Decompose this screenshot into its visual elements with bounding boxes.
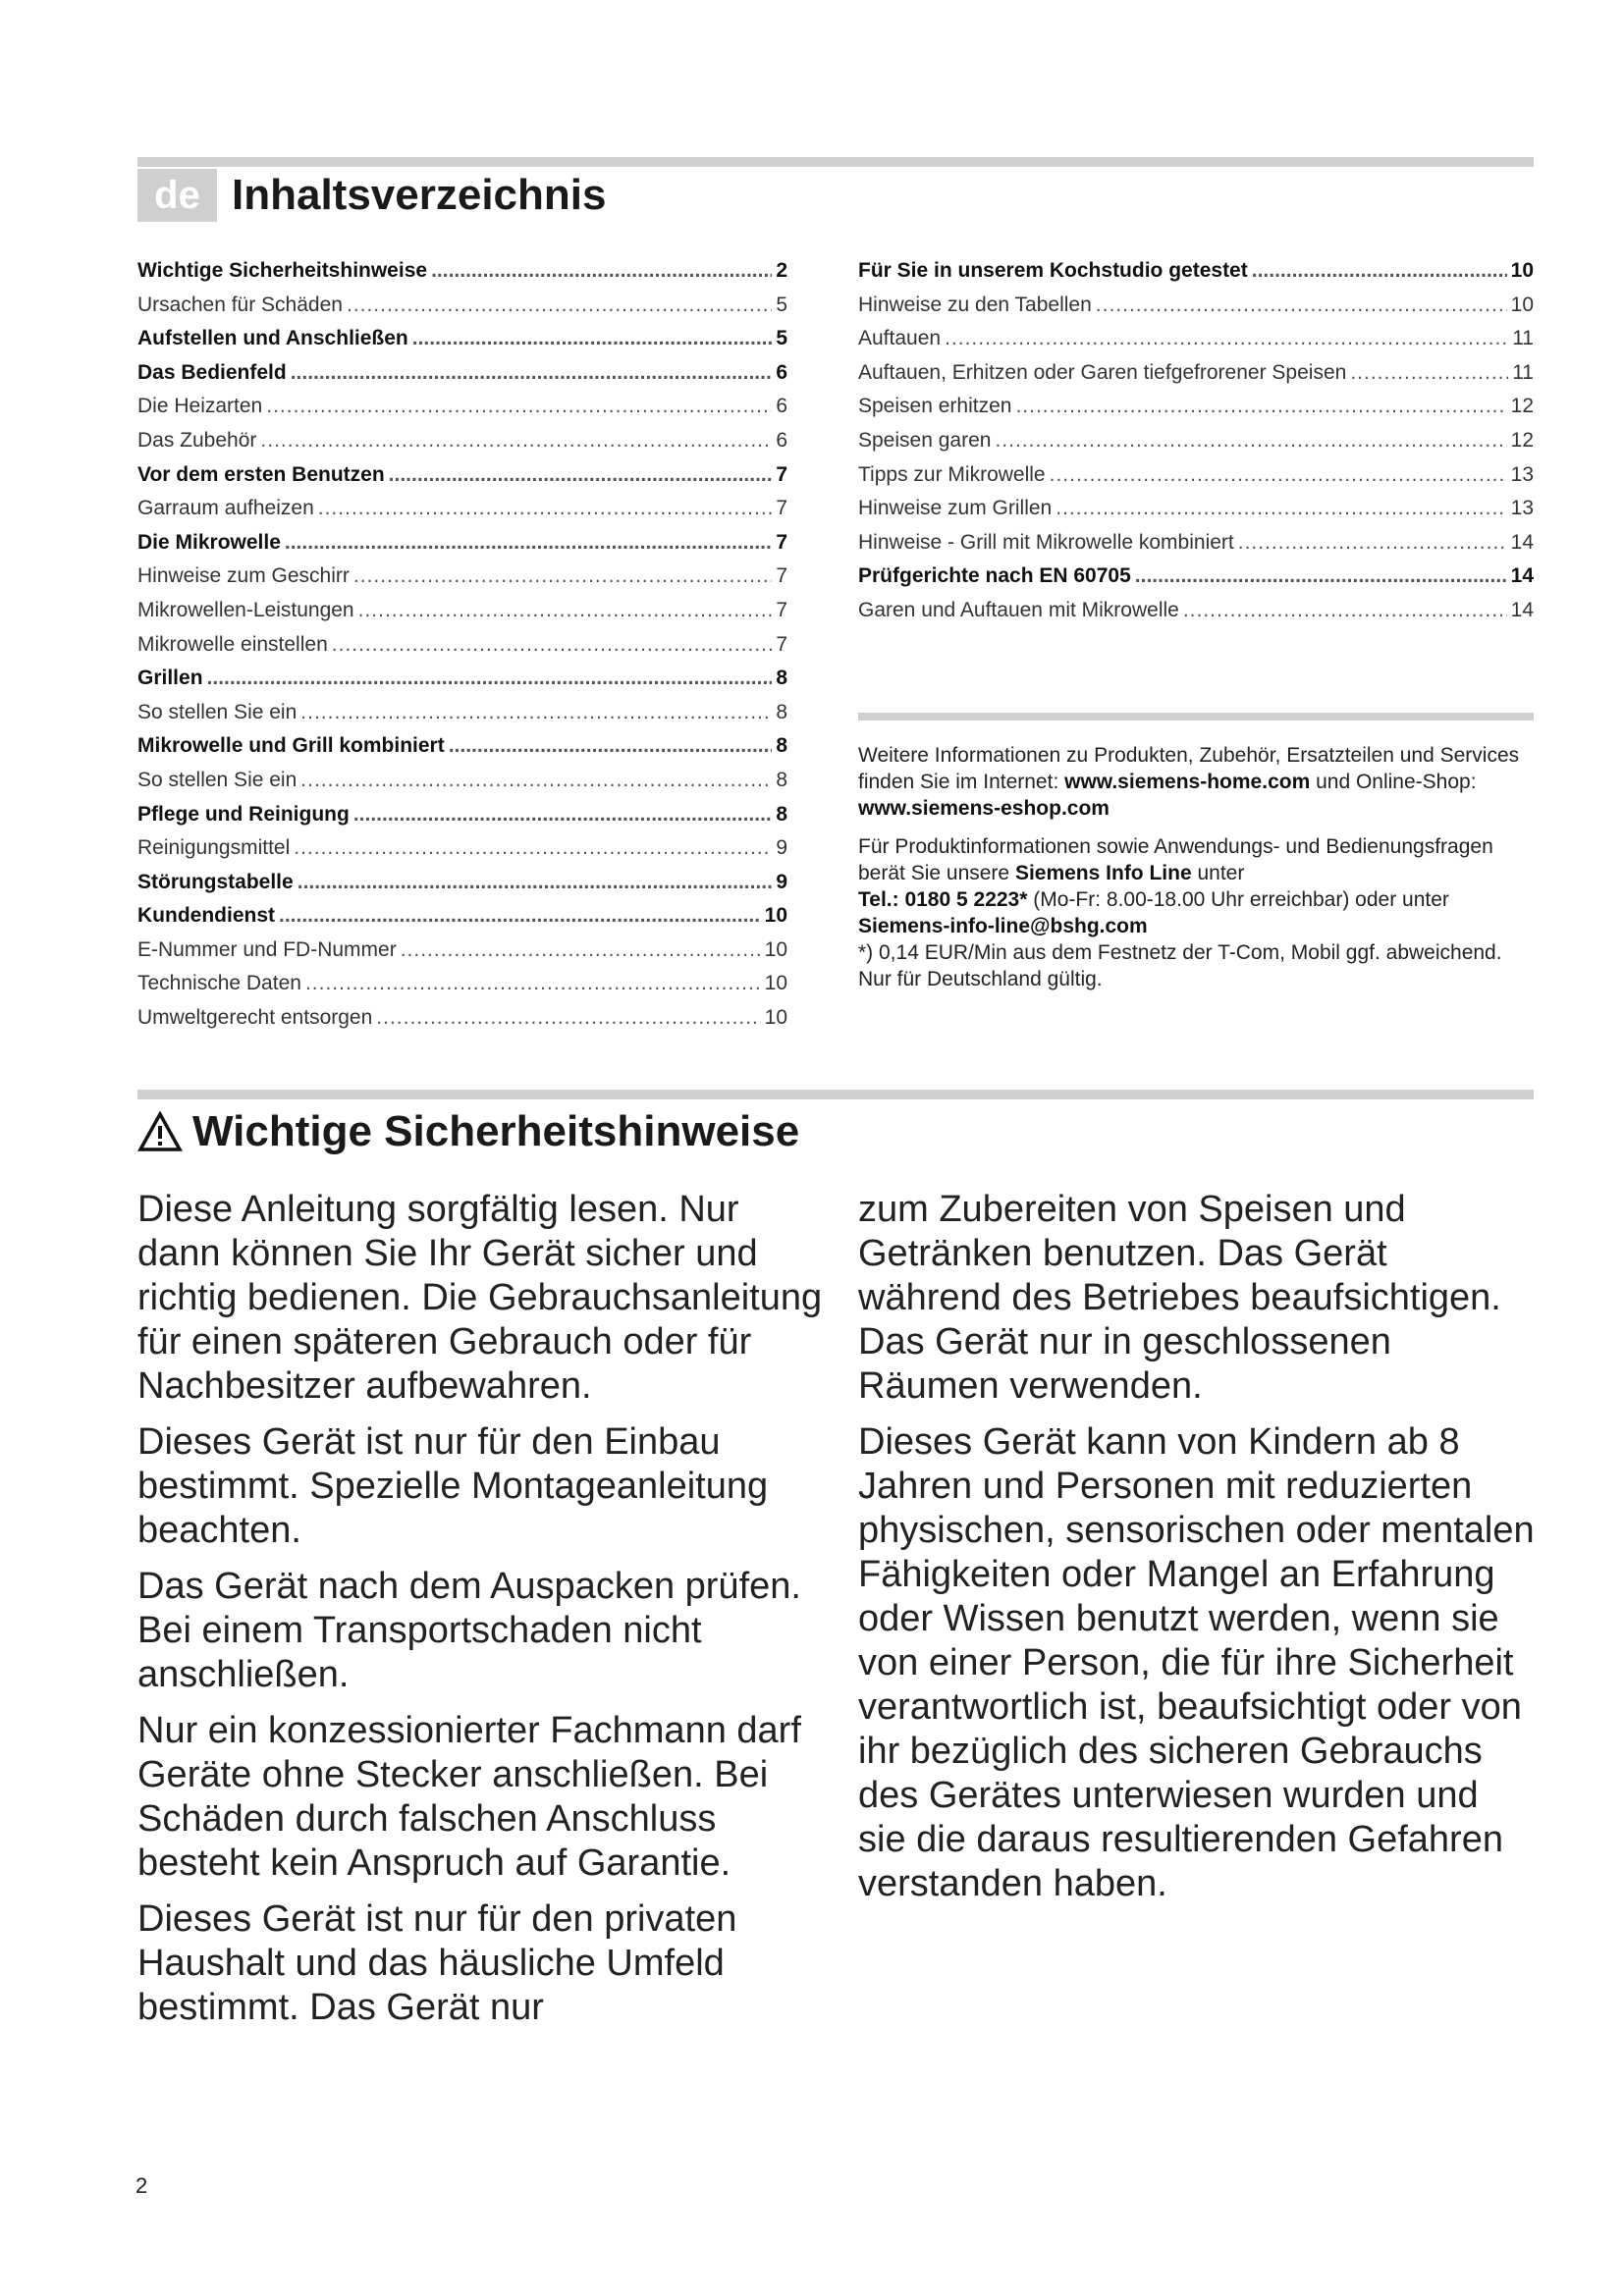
toc-entry[interactable] — [137, 667, 787, 701]
toc-entry[interactable] — [137, 1006, 787, 1041]
website-link[interactable]: www.siemens-home.com — [1064, 771, 1311, 793]
toc-leader-dots — [294, 836, 772, 860]
toc-entry-label: Mikrowelle und Grill kombiniert — [137, 734, 445, 758]
toc-entry-label: Garraum aufheizen — [137, 497, 314, 520]
toc-entry[interactable] — [137, 803, 787, 837]
info-rule — [858, 713, 1534, 721]
toc-leader-dots — [1135, 564, 1507, 588]
safety-paragraph: zum Zubereiten von Speisen und Getränken benutzen. Das Gerät während des Betriebes beaufsichtigen. Das Gerät nur in geschlossenen Räumen verwenden. — [858, 1189, 1501, 1407]
toc-entry-page: 7 — [776, 462, 787, 486]
toc-entry[interactable] — [137, 938, 787, 973]
toc-entry-label: Tipps zur Mikrowelle — [858, 462, 1046, 486]
toc-entry[interactable] — [858, 259, 1534, 294]
toc-leader-dots — [279, 904, 761, 928]
toc-entry-page: 8 — [776, 802, 787, 826]
toc-entry-page: 7 — [776, 564, 787, 588]
toc-entry[interactable] — [137, 429, 787, 463]
toc-leader-dots — [1350, 361, 1508, 385]
toc-entry-label: Die Heizarten — [137, 395, 263, 418]
toc-entry[interactable] — [137, 259, 787, 294]
safety-heading — [137, 1101, 799, 1162]
toc-entry[interactable] — [137, 972, 787, 1006]
toc-entry-page: 10 — [764, 937, 787, 961]
toc-leader-dots — [389, 463, 773, 487]
page-number: 2 — [135, 2173, 148, 2198]
toc-entry-page: 10 — [1510, 293, 1534, 316]
toc-entry-page: 6 — [776, 360, 787, 384]
info-block — [858, 742, 1534, 1004]
toc-leader-dots — [412, 327, 773, 350]
toc-entry-label: Garen und Auftauen mit Mikrowelle — [858, 598, 1179, 621]
toc-entry[interactable] — [137, 633, 787, 667]
toc-entry-label: Technische Daten — [137, 972, 301, 995]
toc-entry-page: 13 — [1510, 462, 1534, 486]
toc-leader-dots — [260, 429, 772, 453]
toc-leader-dots — [401, 938, 761, 962]
toc-entry-page: 6 — [776, 395, 787, 418]
toc-entry[interactable] — [858, 463, 1534, 498]
toc-entry[interactable] — [137, 904, 787, 938]
toc-leader-dots — [291, 361, 773, 385]
toc-entry-label: Für Sie in unserem Kochstudio getestet — [858, 259, 1248, 282]
safety-title: Wichtige Sicherheitshinweise — [192, 1107, 800, 1155]
toc-entry[interactable] — [137, 294, 787, 328]
cost-note: *) 0,14 EUR/Min aus dem Festnetz der T-Com, Mobil ggf. abweichend. Nur für Deutschland gültig. — [858, 941, 1502, 990]
toc-entry[interactable] — [137, 769, 787, 803]
toc-entry-page: 8 — [776, 734, 787, 758]
section-rule — [137, 1090, 1534, 1099]
eshop-link[interactable]: www.siemens-eshop.com — [858, 797, 1110, 820]
toc-leader-dots — [945, 327, 1508, 350]
toc-leader-dots — [353, 564, 772, 588]
safety-paragraph: Dieses Gerät ist nur für den Einbau bestimmt. Spezielle Montageanleitung beachten. — [137, 1421, 769, 1551]
toc-entry[interactable] — [858, 531, 1534, 565]
toc-leader-dots — [1183, 599, 1507, 622]
toc-leader-dots — [995, 429, 1506, 453]
toc-entry-label: Wichtige Sicherheitshinweise — [137, 259, 428, 282]
toc-entry-label: Mikrowelle einstellen — [137, 632, 328, 656]
toc-entry-page: 8 — [776, 667, 787, 690]
safety-right-column — [858, 1188, 1536, 1918]
toc-entry-page: 8 — [776, 700, 787, 723]
toc-entry[interactable] — [858, 327, 1534, 361]
toc-entry-label: So stellen Sie ein — [137, 700, 298, 723]
language-tag: de — [137, 169, 217, 222]
toc-entry[interactable] — [858, 429, 1534, 463]
toc-right-column — [858, 259, 1534, 633]
toc-leader-dots — [1050, 463, 1507, 487]
safety-paragraph: Dieses Gerät kann von Kindern ab 8 Jahren und Personen mit reduzierten physischen, sensorischen oder mentalen Fähigkeiten oder Mangel an Erfahrung oder Wissen benutzt werden, wenn sie von einer Person, die für ihre Sicherheit verantwortlich ist, beaufsichtigt oder von ihr bezüglich des sicheren Gebrauchs des Gerätes unterwiesen wurden und sie die daraus resultierenden Gefahren verstanden haben. — [858, 1421, 1535, 1904]
toc-entry-page: 10 — [1510, 259, 1534, 282]
toc-entry-page: 7 — [776, 530, 787, 554]
toc-leader-dots — [1056, 497, 1506, 520]
info-paragraph-hotline: Für Produktinformationen sowie Anwendungs- und Bedienungsfragen berät Sie unsere Siemens Info Line unter Tel.: 0180 5 2223* (Mo-Fr: 8.00-18.00 Uhr erreichbar) oder unter Siemens-info-line@bshg.com *) 0,14 EUR/Min aus dem Festnetz der T-Com, Mobil ggf. abweichend. Nur für Deutschland gültig. — [858, 835, 1502, 990]
toc-leader-dots — [300, 769, 772, 792]
toc-leader-dots — [376, 1006, 760, 1030]
toc-entry-page: 9 — [776, 836, 787, 860]
toc-leader-dots — [449, 734, 773, 758]
toc-entry[interactable] — [137, 734, 787, 769]
toc-entry[interactable] — [137, 599, 787, 633]
email-link[interactable]: Siemens-info-line@bshg.com — [858, 915, 1148, 937]
toc-entry-page: 10 — [764, 1006, 787, 1030]
toc-entry[interactable] — [858, 294, 1534, 328]
toc-entry-page: 12 — [1510, 428, 1534, 452]
toc-entry[interactable] — [858, 564, 1534, 599]
safety-paragraph: Diese Anleitung sorgfältig lesen. Nur dann können Sie Ihr Gerät sicher und richtig bedienen. Die Gebrauchsanleitung für einen späteren Gebrauch oder für Nachbesitzer aufbewahren. — [137, 1189, 823, 1407]
toc-entry[interactable] — [137, 395, 787, 429]
toc-leader-dots — [300, 701, 772, 724]
phone-number[interactable]: Tel.: 0180 5 2223* — [858, 888, 1028, 911]
safety-paragraph: Das Gerät nach dem Auspacken prüfen. Bei einem Transportschaden nicht anschließen. — [137, 1566, 801, 1695]
toc-entry-page: 7 — [776, 632, 787, 656]
toc-entry-page: 10 — [764, 972, 787, 995]
toc-entry-label: Speisen garen — [858, 428, 992, 452]
info-paragraph-web: Weitere Informationen zu Produkten, Zubehör, Ersatzteilen und Services finden Sie im Internet: www.siemens-home.com und Online-Shop: www.siemens-eshop.com — [858, 744, 1520, 820]
toc-leader-dots — [1252, 259, 1507, 283]
toc-entry-label: Hinweise - Grill mit Mikrowelle kombiniert — [858, 530, 1234, 554]
toc-entry[interactable] — [137, 361, 787, 396]
warning-triangle-icon — [137, 1111, 183, 1152]
toc-entry-page: 13 — [1510, 497, 1534, 520]
toc-entry-page: 11 — [1512, 360, 1534, 384]
toc-entry-page: 9 — [776, 870, 787, 893]
toc-entry-page: 14 — [1510, 598, 1534, 621]
toc-entry-page: 11 — [1512, 327, 1534, 350]
toc-entry-label: E-Nummer und FD-Nummer — [137, 937, 397, 961]
toc-entry[interactable] — [137, 564, 787, 599]
toc-entry-label: Speisen erhitzen — [858, 395, 1012, 418]
toc-leader-dots — [431, 259, 772, 283]
toc-leader-dots — [353, 803, 772, 827]
toc-entry-label: Prüfgerichte nach EN 60705 — [858, 564, 1131, 588]
toc-entry[interactable] — [858, 395, 1534, 429]
toc-entry-label: Mikrowellen-Leistungen — [137, 598, 354, 621]
toc-entry[interactable] — [137, 327, 787, 361]
safety-paragraph: Dieses Gerät ist nur für den privaten Haushalt und das häusliche Umfeld bestimmt. Das Gerät nur — [137, 1898, 737, 2028]
toc-entry-page: 14 — [1510, 530, 1534, 554]
header-rule — [137, 157, 1534, 167]
toc-entry-page: 7 — [776, 497, 787, 520]
toc-leader-dots — [332, 633, 773, 657]
toc-entry[interactable] — [858, 599, 1534, 633]
toc-entry-label: Störungstabelle — [137, 870, 294, 893]
toc-entry-label: Hinweise zum Grillen — [858, 497, 1053, 520]
toc-entry-label: Kundendienst — [137, 904, 275, 928]
toc-entry-label: Grillen — [137, 667, 203, 690]
toc-entry-label: Auftauen — [858, 327, 942, 350]
toc-entry-page: 5 — [776, 293, 787, 316]
toc-entry[interactable] — [137, 463, 787, 498]
toc-entry-label: Reinigungsmittel — [137, 836, 291, 860]
toc-leader-dots — [1015, 395, 1506, 418]
toc-leader-dots — [266, 395, 772, 418]
toc-entry-label: Aufstellen und Anschließen — [137, 327, 408, 350]
toc-leader-dots — [298, 871, 773, 894]
toc-entry[interactable] — [137, 531, 787, 565]
toc-entry[interactable] — [858, 361, 1534, 396]
toc-entry-page: 5 — [776, 327, 787, 350]
toc-leader-dots — [207, 667, 773, 690]
toc-leader-dots — [318, 497, 773, 520]
toc-entry-page: 14 — [1510, 564, 1534, 588]
toc-entry-label: Vor dem ersten Benutzen — [137, 462, 385, 486]
toc-entry-label: Hinweise zu den Tabellen — [858, 293, 1092, 316]
toc-entry[interactable] — [137, 701, 787, 735]
toc-entry-label: So stellen Sie ein — [137, 768, 298, 791]
toc-entry-page: 6 — [776, 428, 787, 452]
safety-paragraph: Nur ein konzessionierter Fachmann darf Geräte ohne Stecker anschließen. Bei Schäden durch falschen Anschluss besteht kein Anspruch auf Garantie. — [137, 1710, 801, 1884]
toc-entry-label: Die Mikrowelle — [137, 530, 281, 554]
toc-entry[interactable] — [137, 836, 787, 871]
toc-entry-label: Pflege und Reinigung — [137, 802, 350, 826]
toc-leader-dots — [1096, 294, 1507, 317]
toc-entry-label: Das Zubehör — [137, 428, 257, 452]
page-title: Inhaltsverzeichnis — [232, 171, 607, 219]
toc-leader-dots — [347, 294, 772, 317]
toc-leader-dots — [358, 599, 773, 622]
toc-leader-dots — [305, 972, 761, 995]
toc-left-column — [137, 259, 787, 1041]
toc-entry-label: Umweltgerecht entsorgen — [137, 1006, 373, 1030]
toc-entry[interactable] — [137, 871, 787, 905]
toc-entry-label: Das Bedienfeld — [137, 360, 287, 384]
service-name: Siemens Info Line — [1014, 862, 1192, 884]
toc-entry-label: Hinweise zum Geschirr — [137, 564, 350, 588]
toc-leader-dots — [285, 531, 772, 555]
toc-entry-page: 7 — [776, 598, 787, 621]
toc-leader-dots — [1238, 531, 1507, 555]
toc-entry-page: 8 — [776, 768, 787, 791]
toc-entry-page: 12 — [1510, 395, 1534, 418]
toc-entry-page: 10 — [764, 904, 787, 928]
toc-entry-label: Auftauen, Erhitzen oder Garen tiefgefrorener Speisen — [858, 360, 1347, 384]
safety-left-column — [137, 1188, 825, 2042]
toc-entry-label: Ursachen für Schäden — [137, 293, 343, 316]
toc-entry[interactable] — [137, 497, 787, 531]
toc-entry[interactable] — [858, 497, 1534, 531]
toc-entry-page: 2 — [776, 259, 787, 282]
